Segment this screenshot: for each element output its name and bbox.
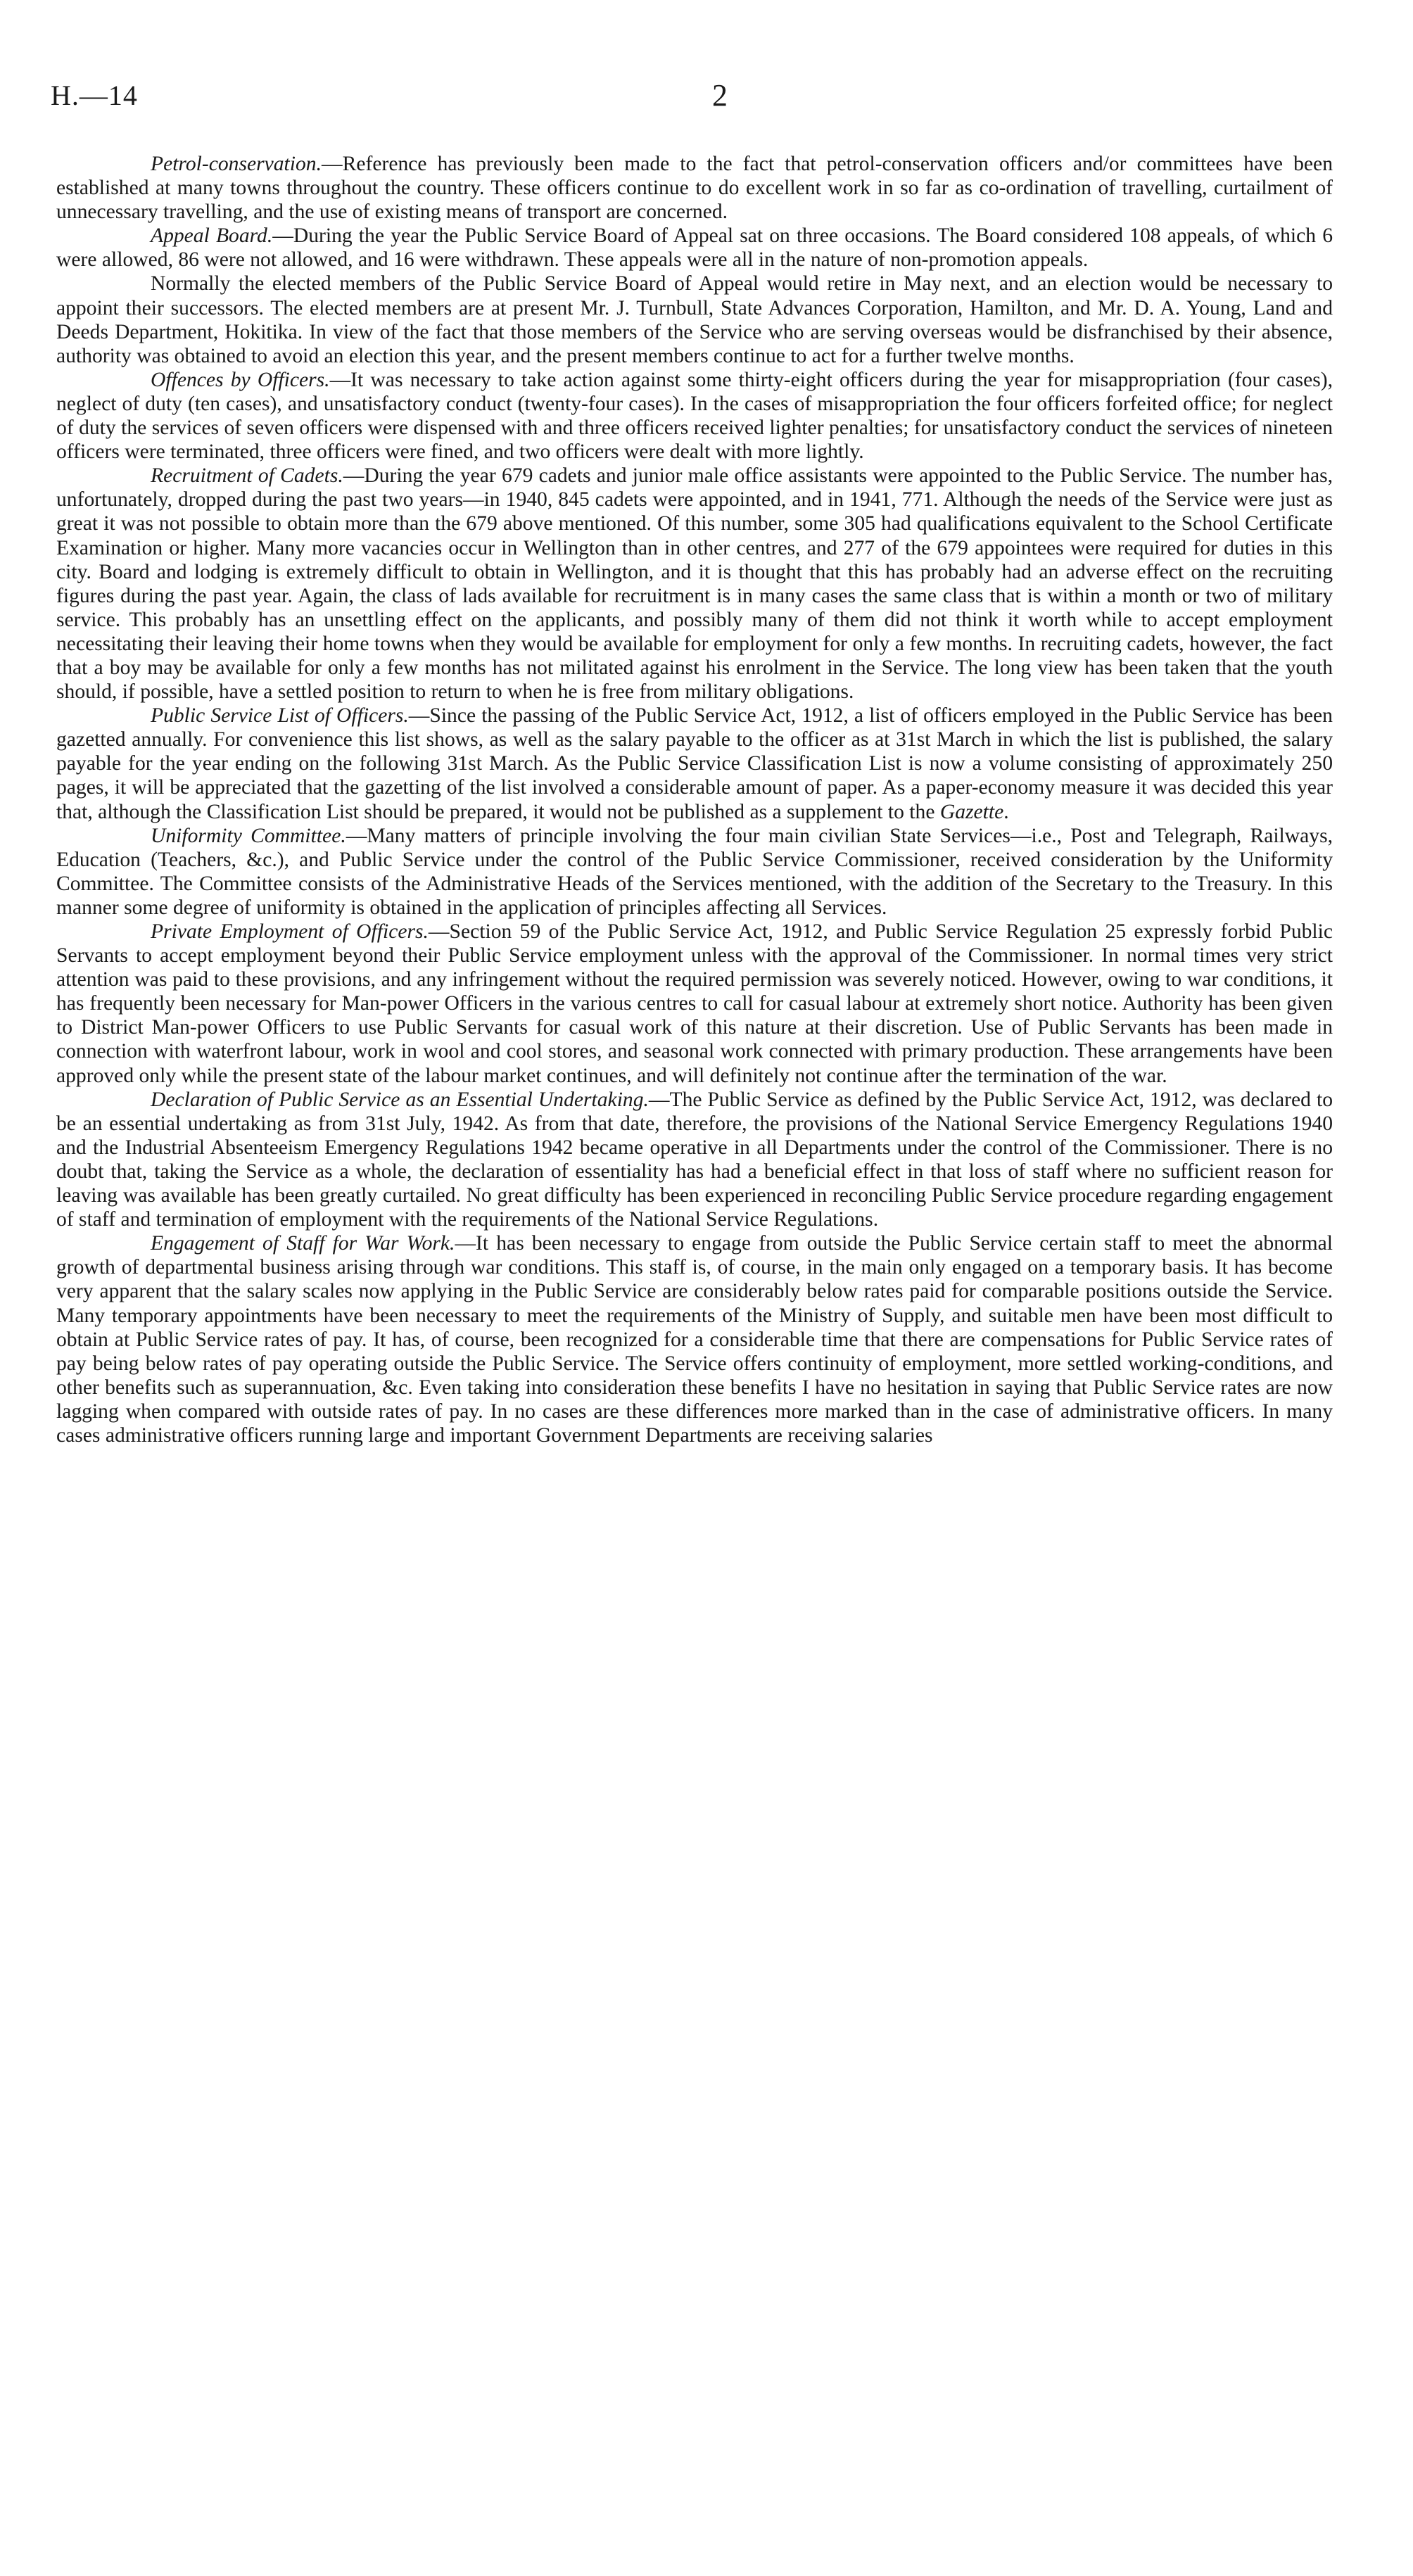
paragraph-tail: . — [1003, 800, 1009, 823]
paragraph-text: —Many matters of principle involving the four main civilian State Services—i.e., Post and Telegraph, Railways, Education (Teachers, &c.), and Public Service under the control of the Public Service Commissioner, received consideration by the Uniformity Committee. The Committee consists of the Administrative Heads of the Services mentioned, with the addition of the Secretary to the Treasury. In this manner some degree of uniformity is obtained in the application of principles affecting all Services. — [56, 824, 1333, 919]
paragraph-heading: Engagement of Staff for War Work. — [151, 1232, 455, 1255]
paragraph-heading: Declaration of Public Service as an Essential Undertaking. — [151, 1088, 649, 1111]
paragraph-essential-undertaking — [56, 1088, 1333, 1232]
gazette-reference: Gazette — [939, 800, 1004, 823]
paragraph-text: —Section 59 of the Public Service Act, 1912, and Public Service Regulation 25 expressly forbid Public Servants to accept employment beyond their Public Service employment unless with the approval of the Commissioner. In normal times very strict attention was paid to these provisions, and any infringement without the required permission was severely noticed. However, owing to war conditions, it has frequently been necessary for Man-power Officers in the various centres to call for casual labour at extremely short notice. Authority has been given to District Man-power Officers to use Public Servants for casual work of this nature at their discretion. Use of Public Servants has been made in connection with waterfront labour, work in wool and cool stores, and seasonal work connected with primary production. These arrangements have been approved only while the present state of the labour market continues, and will definitely not continue after the termination of the war. — [56, 920, 1333, 1087]
paragraph-text: —During the year 679 cadets and junior male office assistants were appointed to the Public Service. The number has, unfortunately, dropped during the past two years—in 1940, 845 cadets were appointed, and in 1941, 771. Although the needs of the Service were just as great it was not possible to obtain more than the 679 above mentioned. Of this number, some 305 had qualifications equivalent to the School Certificate Examination or higher. Many more vacancies occur in Wellington than in other centres, and 277 of the 679 appointees were required for duties in this city. Board and lodging is extremely difficult to obtain in Wellington, and it is thought that this has probably had an adverse effect on the recruiting figures during the past year. Again, the class of lads available for recruitment is in many cases the same class that is within a month or two of military service. This probably has an unsettling effect on the applicants, and possibly many of them did not think it worth while to accept employment necessitating their leaving their home towns when they would be available for employment for only a few months. In recruiting cadets, however, the fact that a boy may be available for only a few months has not militated against his enrolment in the Service. The long view has been taken that the youth should, if possible, have a settled position to return to when he is free from military obligations. — [56, 464, 1333, 704]
paragraph-text: —During the year the Public Service Board of Appeal sat on three occasions. The Board considered 108 appeals, of which 6 were allowed, 86 were not allowed, and 16 were withdrawn. These appeals were all in the nature of non-promotion appeals. — [56, 224, 1333, 272]
paragraph-text: —The Public Service as defined by the Public Service Act, 1912, was declared to be an essential undertaking as from 31st July, 1942. As from that date, therefore, the provisions of the National Service Emergency Regulations 1940 and the Industrial Absenteeism Emergency Regulations 1942 became operative in all Departments under the control of the Commissioner. There is no doubt that, taking the Service as a whole, the declaration of essentiality has had a beneficial effect in that loss of staff where no sufficient reason for leaving was available has been greatly curtailed. No great difficulty has been experienced in reconciling Public Service procedure regarding engagement of staff and termination of employment with the requirements of the National Service Regulations. — [56, 1088, 1333, 1231]
paragraph-text: —It was necessary to take action against some thirty-eight officers during the year for misappropriation (four cases), neglect of duty (ten cases), and unsatisfactory conduct (twenty-four cases). In the cases of misappropriation the four officers forfeited office; for neglect of duty the services of seven officers were dispensed with and three officers received lighter penalties; for unsatisfactory conduct the services of nineteen officers were terminated, three officers were fined, and two officers were dealt with more lightly. — [56, 368, 1333, 464]
paragraph-offences-by-officers — [56, 368, 1333, 464]
paragraph-text: Normally the elected members of the Public Service Board of Appeal would retire in May next, and an election would be necessary to appoint their successors. The elected members are at present Mr. J. Turnbull, State Advances Corporation, Hamilton, and Mr. D. A. Young, Land and Deeds Department, Hokitika. In view of the fact that those members of the Service who are serving overseas would be disfranchised by their absence, authority was obtained to avoid an election this year, and the present members continue to act for a further twelve months. — [56, 272, 1333, 367]
paragraph-uniformity-committee — [56, 824, 1333, 920]
document-body — [56, 152, 1333, 1447]
paragraph-heading: Recruitment of Cadets. — [151, 464, 343, 488]
paragraph-heading: Offences by Officers. — [151, 368, 330, 391]
paragraph-recruitment-of-cadets — [56, 464, 1333, 704]
paragraph-heading: Private Employment of Officers. — [151, 920, 429, 943]
paragraph-heading: Uniformity Committee. — [151, 824, 346, 847]
paragraph-heading: Petrol-conservation. — [151, 153, 322, 175]
paragraph-text: —Reference has previously been made to the fact that petrol-conservation officers and/or committees have been established at many towns throughout the country. These officers continue to do excellent work in so far as co-ordination of travelling, curtailment of unnecessary travelling, and the use of existing means of transport are concerned. — [56, 153, 1333, 224]
paragraph-text: —Since the passing of the Public Service Act, 1912, a list of officers employed in the Public Service has been gazetted annually. For convenience this list shows, as well as the salary payable to the officer as at 31st March in which the list is published, the salary payable for the year ending on the following 31st March. As the Public Service Classification List is now a volume consisting of approximately 250 pages, it will be appreciated that the gazetting of the list involved a considerable amount of paper. As a paper-economy measure it was decided this year that, although the Classification List should be prepared, it would not be published as a supplement to the — [56, 704, 1333, 823]
paragraph-text: —It has been necessary to engage from outside the Public Service certain staff to meet the abnormal growth of departmental business arising through war conditions. This staff is, of course, in the main only engaged on a temporary basis. It has become very apparent that the salary scales now applying in the Public Service are considerably below rates paid for comparable positions outside the Service. Many temporary appointments have been necessary to meet the requirements of the Ministry of Supply, and suitable men have been most difficult to obtain at Public Service rates of pay. It has, of course, been recognized for a considerable time that there are compensations for Public Service rates of pay being below rates of pay operating outside the Public Service. The Service offers continuity of employment, more settled working-conditions, and other benefits such as superannuation, &c. Even taking into consideration these benefits I have no hesitation in saying that Public Service rates are now lagging when compared with outside rates of pay. In no cases are these differences more marked than in the case of administrative officers. In many cases administrative officers running large and important Government Departments are receiving salaries — [56, 1232, 1333, 1447]
paragraph-private-employment — [56, 920, 1333, 1088]
page-header — [51, 79, 1324, 121]
paragraph-heading: Public Service List of Officers. — [151, 704, 409, 728]
document-reference: H.—14 — [51, 80, 138, 111]
paragraph-engagement-of-staff — [56, 1231, 1333, 1447]
paragraph-petrol-conservation — [56, 152, 1333, 224]
paragraph-public-service-list — [56, 704, 1333, 823]
paragraph-appeal-board — [56, 224, 1333, 272]
paragraph-appeal-board-elections — [56, 272, 1333, 367]
page-number: 2 — [712, 78, 728, 113]
paragraph-heading: Appeal Board. — [151, 224, 273, 248]
